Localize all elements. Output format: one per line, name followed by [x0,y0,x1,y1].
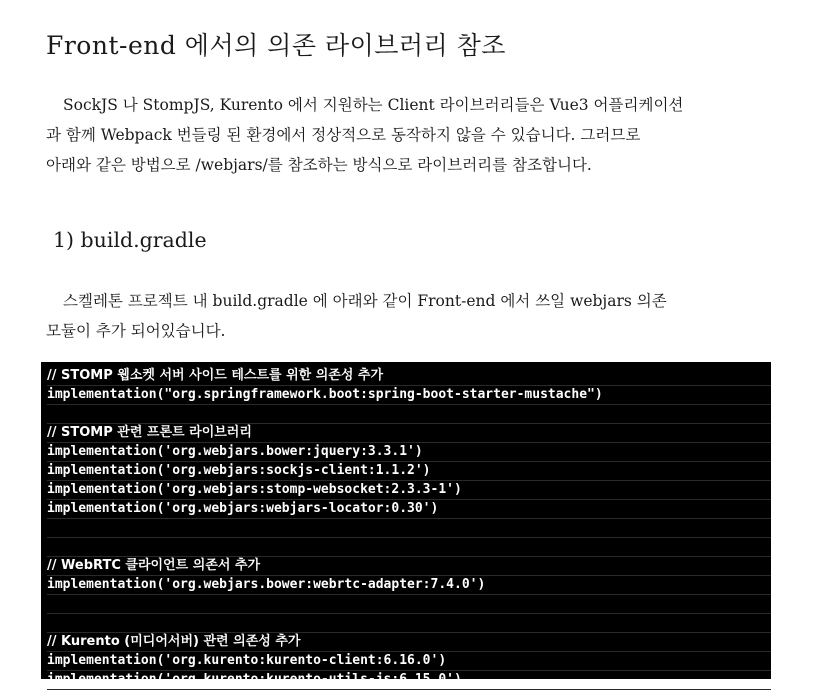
code-line: implementation('org.webjars.bower:jquery:3.3.1') [47,443,771,462]
code-blank-line [47,595,771,614]
section-title: 1) build.gradle [53,228,207,252]
code-line: implementation('org.webjars:webjars-locator:0.30') [47,500,771,519]
description-paragraph [46,286,786,346]
code-comment: // STOMP 관련 프론트 라이브러리 [47,424,771,443]
intro-line: 아래와 같은 방법으로 /webjars/를 참조하는 방식으로 라이브러리를 참조합니다. [46,156,592,174]
code-line: implementation('org.kurento:kurento-utils-js:6.15.0') [47,671,771,690]
description-line: 스켈레톤 프로젝트 내 build.gradle 에 아래와 같이 Front-end 에서 쓰일 webjars 의존 [63,292,667,310]
code-comment: // STOMP 웹소켓 서버 사이드 테스트를 위한 의존성 추가 [47,367,771,386]
intro-paragraph [46,90,786,180]
code-block [41,362,771,687]
code-comment: // Kurento (미디어서버) 관련 의존성 추가 [47,633,771,652]
page-title: Front-end 에서의 의존 라이브러리 참조 [46,31,506,60]
code-line: implementation('org.kurento:kurento-client:6.16.0') [47,652,771,671]
code-line: implementation('org.webjars.bower:webrtc-adapter:7.4.0') [47,576,771,595]
code-blank-line [47,519,771,538]
code-line: implementation('org.webjars:stomp-websocket:2.3.3-1') [47,481,771,500]
code-line: implementation('org.webjars:sockjs-client:1.1.2') [47,462,771,481]
intro-line: 과 함께 Webpack 번들링 된 환경에서 정상적으로 동작하지 않을 수 있습니다. 그러므로 [46,126,641,144]
code-blank-line [47,538,771,557]
code-blank-line [47,614,771,633]
code-line: implementation("org.springframework.boot:spring-boot-starter-mustache") [47,386,771,405]
description-line: 모듈이 추가 되어있습니다. [46,322,226,340]
intro-line: SockJS 나 StompJS, Kurento 에서 지원하는 Client 라이브러리들은 Vue3 어플리케이션 [63,96,684,114]
code-comment: // WebRTC 클라이언트 의존서 추가 [47,557,771,576]
code-blank-line [47,405,771,424]
